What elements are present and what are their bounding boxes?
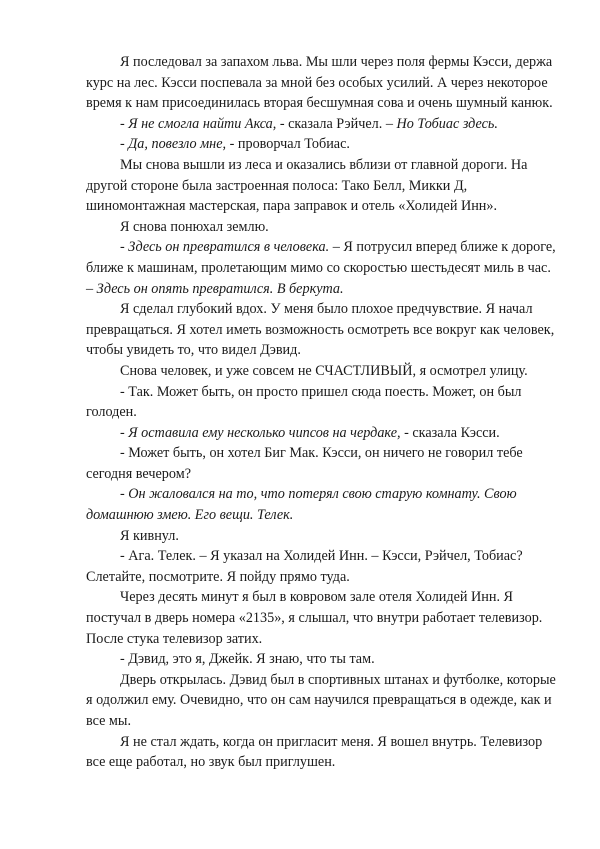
italic-text: - Да, повезло мне, xyxy=(120,136,230,153)
paragraph xyxy=(86,299,560,361)
paragraph xyxy=(86,361,560,382)
italic-text: - Он жаловался на то, что потерял свою старую комнату. Свою домашнюю змею. Его вещи. Телек. xyxy=(86,486,517,524)
text-run: Снова человек, и уже совсем не СЧАСТЛИВЫЙ, я осмотрел улицу. xyxy=(120,362,528,379)
paragraph xyxy=(86,114,560,135)
paragraph xyxy=(86,52,560,114)
paragraph xyxy=(86,217,560,238)
italic-text: - Я не смогла найти Акса, xyxy=(120,115,280,132)
paragraph xyxy=(86,155,560,217)
italic-text: - Я оставила ему несколько чипсов на чердаке, xyxy=(120,424,405,441)
paragraph xyxy=(86,423,560,444)
italic-text: - Здесь он превратился в человека. xyxy=(120,239,330,256)
paragraph xyxy=(86,649,560,670)
text-run: Я снова понюхал землю. xyxy=(120,218,269,235)
text-run: Через десять минут я был в ковровом зале отеля Холидей Инн. Я постучал в дверь номера «2135», я слышал, что внутри работает телевизор. После стука телевизор затих. xyxy=(86,589,543,647)
text-run: - сказала Рэйчел. – xyxy=(279,115,397,132)
text-run: – Я потрусил вперед ближе к дороге, ближе к машинам, пролетающим мимо со скоростью шестьдесят миль в час. xyxy=(86,239,556,276)
text-run: Я кивнул. xyxy=(120,527,179,544)
text-run: Я последовал за запахом льва. Мы шли через поля фермы Кэсси, держа курс на лес. Кэсси поспевала за мной без особых усилий. А через некоторое время к нам присоединилась вторая бесшумная сова и очень шумный канюк. xyxy=(86,54,553,112)
text-run: - Может быть, он хотел Биг Мак. Кэсси, он ничего не говорил тебе сегодня вечером? xyxy=(86,445,523,482)
text-run: - сказала Кэсси. xyxy=(404,424,500,441)
text-run: - проворчал Тобиас. xyxy=(229,136,350,153)
italic-text: – Здесь он опять превратился. В беркута. xyxy=(86,280,344,297)
paragraph xyxy=(86,443,560,484)
paragraph xyxy=(86,484,560,525)
body-text xyxy=(86,52,560,773)
text-run: Дверь открылась. Дэвид был в спортивных штанах и футболке, которые я одолжил ему. Очевидно, что он сам научился превращаться в одежде, как и все мы. xyxy=(86,671,556,729)
paragraph xyxy=(86,670,560,732)
paragraph xyxy=(86,732,560,773)
text-run: Я не стал ждать, когда он пригласит меня. Я вошел внутрь. Телевизор все еще работал, но звук был приглушен. xyxy=(86,733,543,771)
paragraph xyxy=(86,382,560,423)
text-run: Я сделал глубокий вдох. У меня было плохое предчувствие. Я начал превращаться. Я хотел иметь возможность осмотреть все вокруг как человек, чтобы увидеть то, что видел Дэвид. xyxy=(86,301,555,359)
text-run: Мы снова вышли из леса и оказались вблизи от главной дороги. На другой стороне была застроенная полоса: Тако Белл, Микки Д, шиномонтажная мастерская, пара заправок и отель «Холидей Инн». xyxy=(86,156,528,215)
italic-text: Но Тобиас здесь. xyxy=(396,115,498,132)
paragraph xyxy=(86,587,560,649)
paragraph xyxy=(86,134,560,155)
paragraph xyxy=(86,237,560,299)
paragraph xyxy=(86,526,560,547)
text-run: - Дэвид, это я, Джейк. Я знаю, что ты там. xyxy=(120,651,375,668)
paragraph xyxy=(86,546,560,587)
text-run: - Так. Может быть, он просто пришел сюда поесть. Может, он был голоден. xyxy=(86,383,522,421)
text-run: - Ага. Телек. – Я указал на Холидей Инн. – Кэсси, Рэйчел, Тобиас? Слетайте, посмотрите. Я пойду прямо туда. xyxy=(86,548,523,585)
